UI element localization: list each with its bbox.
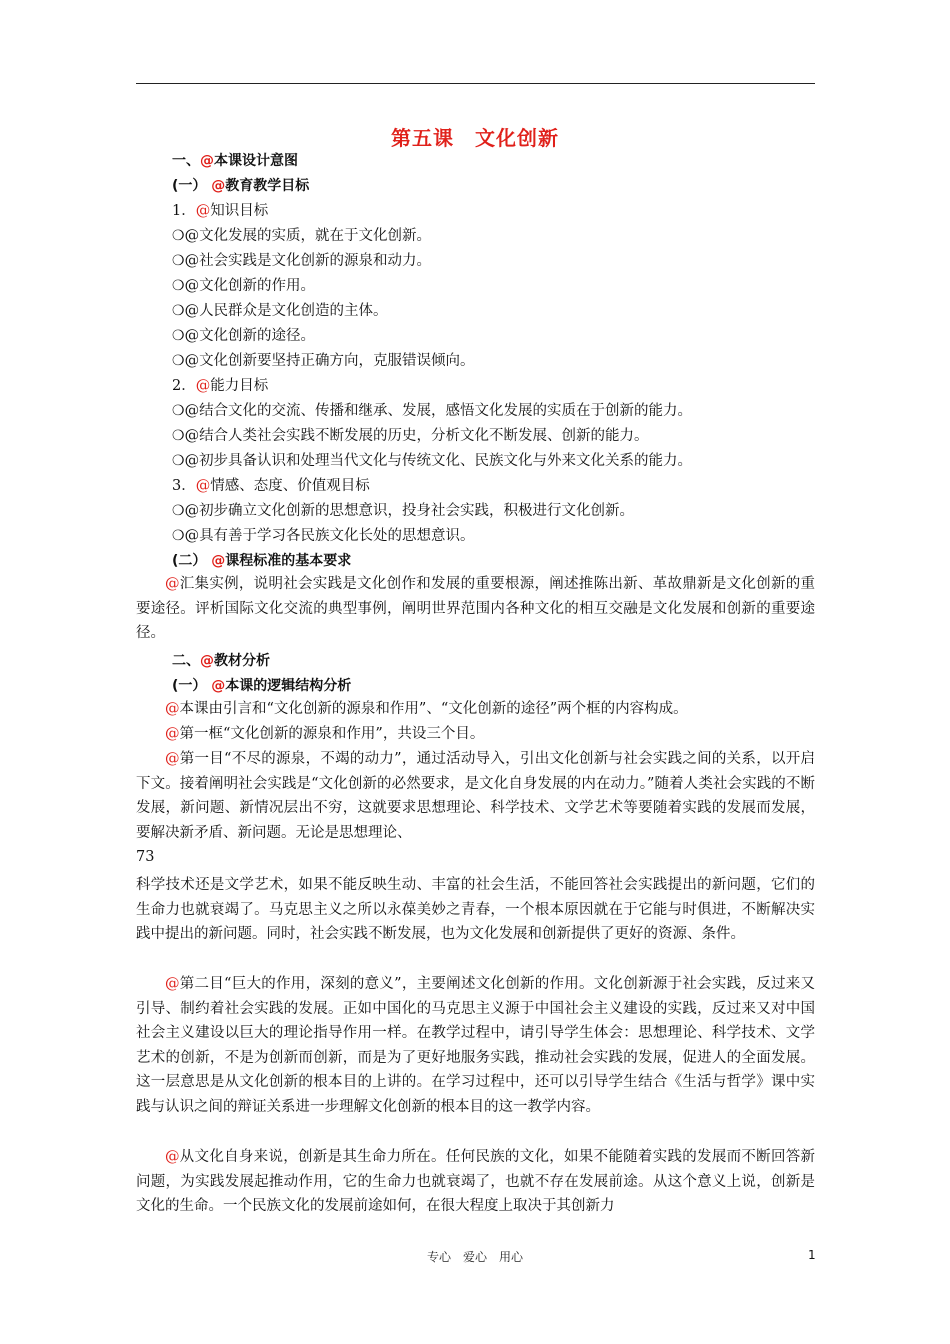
- emotion-goal-heading: 3．@情感、态度、价值观目标: [172, 478, 370, 494]
- paragraph-continued: 科学技术还是文学艺术，如果不能反映生动、丰富的社会生活，不能回答社会实践提出的新问题，它们的生命力也就衰竭了。马克思主义之所以永葆美妙之青春，一个根本原因就在于它能与时俱进，不断解决实践中提出的新问题。同时，社会实践不断发展，也为文化发展和创新提供了更好的资源、条件。: [136, 877, 815, 943]
- section-heading-2: 二、@教材分析: [172, 653, 270, 669]
- bullet-icon: ❍: [172, 353, 185, 369]
- bullet-icon: ❍: [172, 503, 185, 519]
- marker: @: [200, 153, 214, 169]
- paragraph: @本课由引言和“文化创新的源泉和作用”、“文化创新的途径”两个框的内容构成。: [165, 701, 688, 717]
- ability-goal-heading: 2．@能力目标: [172, 378, 269, 394]
- list-item: ❍@文化发展的实质，就在于文化创新。: [172, 228, 432, 244]
- subsection-heading-1a: (一） @教育教学目标: [172, 178, 310, 194]
- bullet-icon: ❍: [172, 303, 185, 319]
- bullet-icon: ❍: [172, 453, 185, 469]
- list-item: ❍@初步确立文化创新的思想意识，投身社会实践，积极进行文化创新。: [172, 503, 635, 519]
- paragraph: @第二目“巨大的作用，深刻的意义”，主要阐述文化创新的作用。文化创新源于社会实践，反过来又引导、制约着社会实践的发展。正如中国化的马克思主义源于中国社会主义建设的实践，反过来又对中国社会主义建设以巨大的理论指导作用一样。在教学过程中，请引导学生体会：思想理论、科学技术、文学艺术的创新，不是为创新而创新，而是为了更好地服务实践，推动社会实践的发展，促进人的全面发展。这一层意思是从文化创新的根本目的上讲的。在学习过程中，还可以引导学生结合《生活与哲学》课中实践与认识之间的辩证关系进一步理解文化创新的根本目的这一教学内容。: [136, 976, 815, 1115]
- list-item: ❍@人民群众是文化创造的主体。: [172, 303, 388, 319]
- bullet-icon: ❍: [172, 328, 185, 344]
- page-footer: 专心 爱心 用心: [426, 1250, 523, 1264]
- page-title: 第五课 文化创新: [391, 126, 559, 150]
- header-rule: [136, 83, 815, 84]
- subsection-heading-2a: (一） @本课的逻辑结构分析: [172, 678, 352, 694]
- knowledge-goal-heading: 1．@知识目标: [172, 203, 269, 219]
- bullet-icon: ❍: [172, 278, 185, 294]
- stray-page-number: 73: [136, 849, 155, 865]
- list-item: ❍@文化创新要坚持正确方向，克服错误倾向。: [172, 353, 475, 369]
- page-number: 1: [808, 1248, 816, 1262]
- subsection-heading-1b: (二） @课程标准的基本要求: [172, 553, 352, 569]
- section-heading-1: 一、@本课设计意图: [172, 153, 298, 169]
- bullet-icon: ❍: [172, 228, 185, 244]
- list-item: ❍@初步具备认识和处理当代文化与传统文化、民族文化与外来文化关系的能力。: [172, 453, 693, 469]
- list-item: ❍@文化创新的作用。: [172, 278, 316, 294]
- paragraph-standards: @汇集实例，说明社会实践是文化创作和发展的重要根源，阐述推陈出新、革故鼎新是文化创新的重要途径。评析国际文化交流的典型事例，阐明世界范围内各种文化的相互交融是文化发展和创新的重要途径。: [136, 576, 815, 642]
- list-item: ❍@社会实践是文化创新的源泉和动力。: [172, 253, 432, 269]
- bullet-icon: ❍: [172, 428, 185, 444]
- list-item: ❍@文化创新的途径。: [172, 328, 316, 344]
- paragraph: @从文化自身来说，创新是其生命力所在。任何民族的文化，如果不能随着实践的发展而不断回答新问题，为实践发展起推动作用，它的生命力也就衰竭了，也就不存在发展前途。从这个意义上说，创新是文化的生命。一个民族文化的发展前途如何，在很大程度上取决于其创新力: [136, 1149, 815, 1215]
- bullet-icon: ❍: [172, 253, 185, 269]
- list-item: ❍@具有善于学习各民族文化长处的思想意识。: [172, 528, 475, 544]
- bullet-icon: ❍: [172, 403, 185, 419]
- paragraph: @第一目“不尽的源泉，不竭的动力”，通过活动导入，引出文化创新与社会实践之间的关系，以开启下文。接着阐明社会实践是“文化创新的必然要求，是文化自身发展的内在动力。”随着人类社会实践的不断发展，新问题、新情况层出不穷，这就要求思想理论、科学技术、文学艺术等要随着实践的发展而发展，要解决新矛盾、新问题。无论是思想理论、: [136, 751, 815, 841]
- bullet-icon: ❍: [172, 528, 185, 544]
- list-item: ❍@结合人类社会实践不断发展的历史，分析文化不断发展、创新的能力。: [172, 428, 649, 444]
- paragraph: @第一框“文化创新的源泉和作用”，共设三个目。: [165, 726, 485, 742]
- list-item: ❍@结合文化的交流、传播和继承、发展，感悟文化发展的实质在于创新的能力。: [172, 403, 693, 419]
